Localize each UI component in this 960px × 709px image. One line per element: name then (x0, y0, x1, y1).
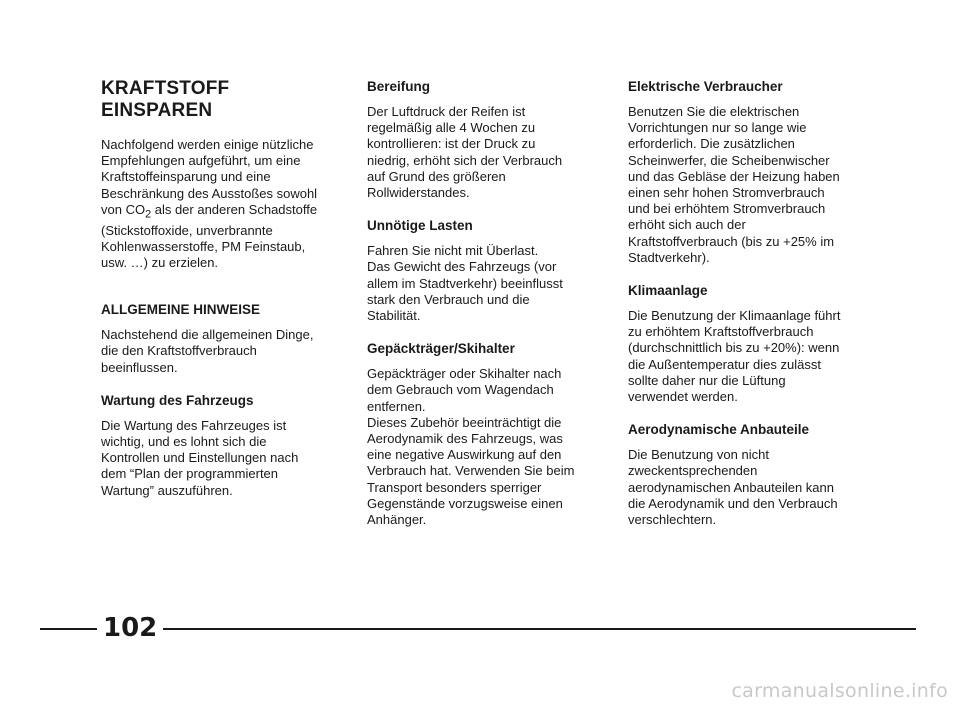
section-text: Die Wartung des Fahrzeuges ist wichtig, und es lohnt sich die Kontrollen und Einstellungen nach dem “Plan der programmierten Wartung” auszuführen. (101, 417, 299, 498)
intro-subscript: 2 (145, 208, 152, 221)
column-right (628, 78, 868, 544)
column-left (101, 78, 341, 515)
page-title-line2: EINSPAREN (101, 100, 213, 121)
intro-text-rest: als der anderen Schadstoffe (Stickstoffoxide, unverbrannte Kohlenwasserstoffe, PM Feinstaub, usw. …) zu erzielen. (101, 201, 318, 271)
page-title (101, 78, 341, 122)
section-heading: Elektrische Verbraucher (628, 79, 783, 94)
section-heading: Gepäckträger/Skihalter (367, 341, 515, 357)
section-text: Fahren Sie nicht mit Überlast. Das Gewicht des Fahrzeugs (vor allem im Stadtverkehr) beeinflusst stark den Verbrauch und die Stabilität. (367, 243, 563, 324)
section-heading: Unnötige Lasten (367, 218, 473, 234)
section-text: Die Benutzung von nicht zweckentsprechenden aerodynamischen Anbauteilen kann die Aerodynamik und den Verbrauch verschlechtern. (628, 447, 838, 528)
section-text: Nachstehend die allgemeinen Dinge, die den Kraftstoffverbrauch beeinflussen. (101, 327, 314, 375)
section-heading: Klimaanlage (628, 283, 708, 299)
section-aero (628, 421, 868, 528)
page-title-line1: KRAFTSTOFF (101, 78, 230, 99)
section-general (101, 301, 341, 376)
section-text: Benutzen Sie die elektrischen Vorrichtungen nur so lange wie erforderlich. Die zusätzlichen Scheinwerfer, die Scheibenwischer und das Gebläse der Heizung haben einen sehr hohen Stromverbrauch und bei erhöhtem Stromverbrauch erhöht sich auch der Kraftstoffverbrauch (bis zu +25% im Stadtverkehr). (628, 104, 840, 265)
section-text: Gepäckträger oder Skihalter nach dem Gebrauch vom Wagendach entfernen. Dieses Zubehör beeinträchtigt die Aerodynamik des Fahrzeugs, was eine negative Auswirkung auf den Verbrauch hat. Verwenden Sie beim Transport besonders sperriger Gegenstände vorzugsweise einen Anhänger. (367, 366, 575, 528)
section-tyres (367, 78, 602, 201)
section-text: Die Benutzung der Klimaanlage führt zu erhöhtem Kraftstoffverbrauch (durchschnittlich bis zu +20%): wenn die Außentemperatur dies zulässt sollte daher nur die Lüftung verwendet werden. (628, 308, 841, 405)
section-maintenance (101, 392, 341, 499)
section-heading: ALLGEMEINE HINWEISE (101, 302, 261, 318)
intro-text: Nachfolgend werden einige nützliche Empfehlungen aufgeführt, um eine Kraftstoffeinsparung und eine Beschränkung des Ausstoßes sowohl von CO (101, 137, 318, 217)
section-electrical (628, 78, 868, 266)
section-heading: Wartung des Fahrzeugs (101, 392, 254, 408)
section-heading: Bereifung (367, 79, 431, 94)
footer-rule (40, 628, 916, 630)
section-roof-rack (367, 340, 602, 528)
section-climate (628, 282, 868, 405)
intro-paragraph (101, 137, 341, 271)
section-loads (367, 217, 602, 324)
section-heading: Aerodynamische Anbauteile (628, 422, 810, 438)
watermark: carmanualsonline.info (731, 680, 948, 702)
section-text: Der Luftdruck der Reifen ist regelmäßig alle 4 Wochen zu kontrollieren: ist der Druck zu niedrig, erhöht sich der Verbrauch auf Grund des größeren Rollwiderstandes. (367, 104, 563, 201)
column-middle (367, 78, 602, 544)
page-number: 102 (97, 613, 163, 643)
